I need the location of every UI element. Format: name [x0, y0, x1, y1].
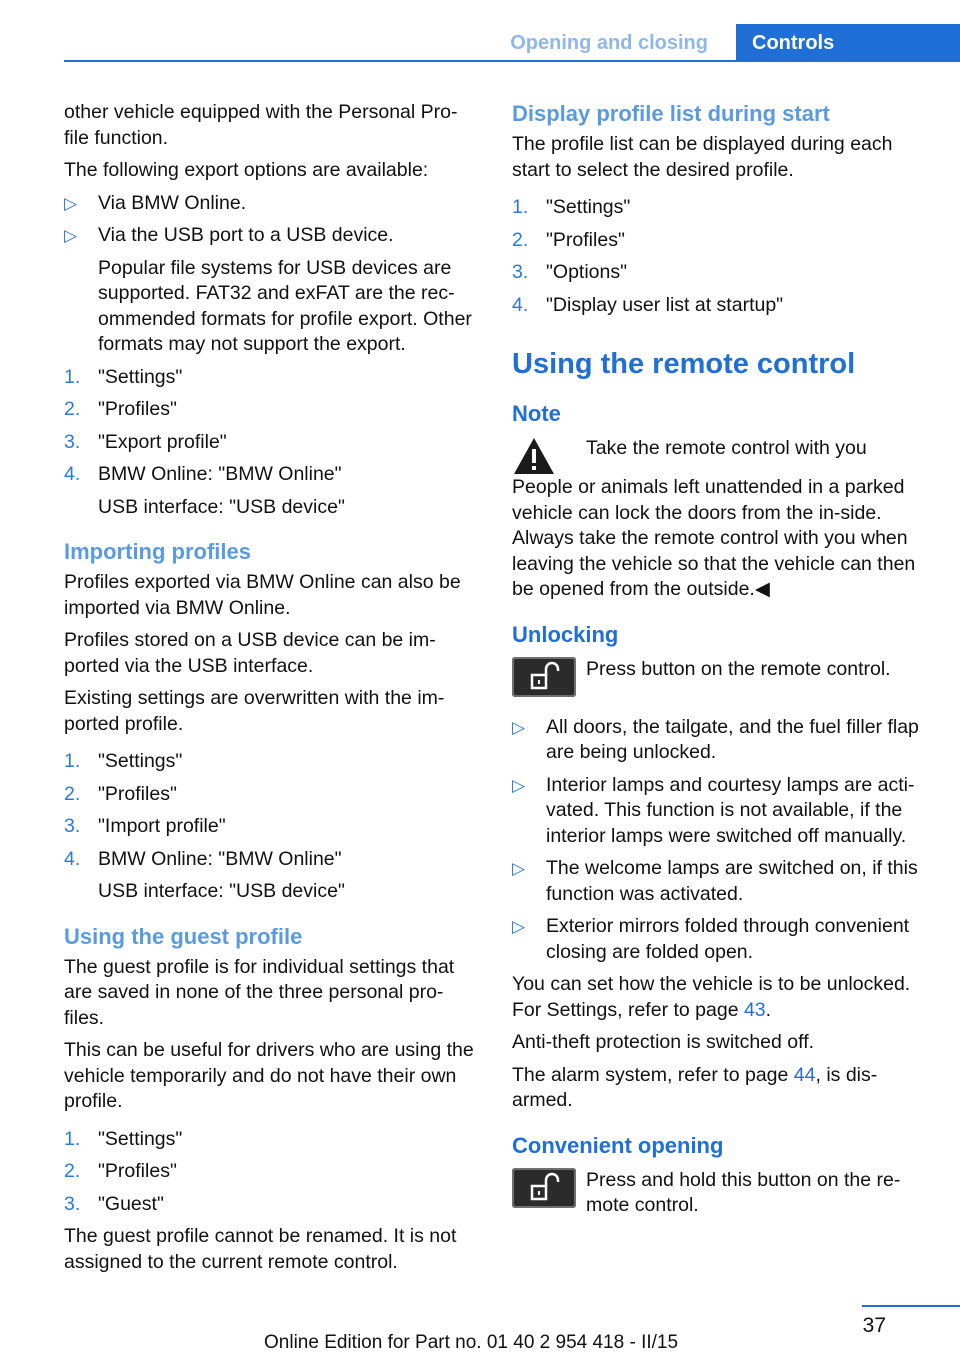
- alarm-text-end: , is dis-armed.: [512, 1063, 878, 1111]
- triangle-bullet-icon: ▷: [512, 775, 526, 795]
- list-item: [512, 715, 932, 766]
- unlock-key-icon: [512, 657, 576, 697]
- step-item: [64, 1127, 476, 1153]
- unlock-button-row: [512, 657, 932, 701]
- triangle-bullet-icon: ▷: [64, 226, 78, 245]
- step-number: 2.: [64, 782, 81, 805]
- list-item-text: All doors, the tailgate, and the fuel filler flap are being unlocked.: [546, 715, 919, 763]
- triangle-bullet-icon: ▷: [512, 917, 526, 936]
- step-number: 2.: [64, 398, 81, 420]
- export-options-intro: The following export options are available:: [64, 159, 429, 181]
- step-text: BMW Online: "BMW Online": [98, 847, 342, 870]
- step-item: [64, 814, 476, 840]
- step-number: 3.: [64, 815, 81, 837]
- step-number: 4.: [64, 463, 81, 485]
- step-text: "Import profile": [98, 815, 226, 837]
- list-item-text: The welcome lamps are switched on, if this function was activated.: [546, 857, 918, 905]
- header-section-tab: Opening and closing: [510, 32, 708, 54]
- step-text: "Profiles": [546, 228, 625, 251]
- guest-paragraph: This can be useful for drivers who are using the vehicle temporarily and do not have their own profile.: [64, 1039, 474, 1112]
- step-text: "Profiles": [98, 398, 177, 420]
- step-text: "Profiles": [98, 1160, 177, 1182]
- warning-triangle-icon: [512, 436, 556, 476]
- step-number: 2.: [64, 1160, 81, 1182]
- settings-paragraph: [512, 972, 932, 1023]
- step-item: [512, 195, 932, 221]
- intro-paragraph: other vehicle equipped with the Personal Pro-file function.: [64, 101, 458, 149]
- step-number: 3.: [64, 430, 81, 453]
- guest-paragraph: The guest profile cannot be renamed. It is not assigned to the current remote control.: [64, 1225, 457, 1273]
- page-link-44[interactable]: 44: [793, 1063, 816, 1086]
- list-item-text: Via BMW Online.: [98, 191, 247, 214]
- guest-profile-heading: Using the guest profile: [64, 923, 303, 949]
- step-text: "Settings": [546, 196, 631, 218]
- step-number: 4.: [64, 847, 81, 870]
- step-item: [64, 782, 476, 808]
- step-text: "Guest": [98, 1192, 164, 1215]
- step-item: [64, 847, 476, 873]
- step-number: 4.: [512, 293, 529, 316]
- step-item: [512, 260, 932, 286]
- step-number: 3.: [512, 261, 529, 283]
- import-paragraph: Profiles stored on a USB device can be im-ported via the USB interface.: [64, 629, 436, 677]
- step-number: 1.: [64, 365, 81, 388]
- left-column: [64, 100, 476, 1282]
- list-item: [512, 856, 932, 907]
- step-text: BMW Online: "BMW Online": [98, 463, 342, 485]
- step-item: [64, 749, 476, 775]
- right-column: [512, 100, 932, 1233]
- convenient-button-row: [512, 1168, 932, 1219]
- list-item: [64, 191, 476, 217]
- note-body: People or animals left unattended in a parked vehicle can lock the doors from the in-side. Always take the remote control with you when leaving the vehicle so that the vehicle can then be opened from the outside.◀: [512, 476, 916, 600]
- step-item: [64, 430, 476, 456]
- warning-note: [512, 436, 932, 480]
- list-item: [512, 773, 932, 850]
- settings-text-end: .: [765, 998, 772, 1021]
- step-item: [64, 397, 476, 423]
- unlock-instruction: Press button on the remote control.: [586, 657, 891, 680]
- step-number: 1.: [512, 196, 529, 218]
- display-paragraph: The profile list can be displayed during each start to select the desired profile.: [512, 133, 893, 181]
- note-title: Take the remote control with you: [586, 437, 867, 459]
- step-number: 3.: [64, 1192, 81, 1215]
- step-item: [64, 365, 476, 391]
- list-item-text: Interior lamps and courtesy lamps are acti-vated. This function is not available, if the interior lamps were switched off manually.: [546, 773, 915, 847]
- step-item: [64, 1192, 476, 1218]
- step-text: "Display user list at startup": [546, 293, 784, 316]
- header-rule: [64, 60, 960, 62]
- step-item: [512, 228, 932, 254]
- unlocking-heading: Unlocking: [512, 621, 619, 647]
- triangle-bullet-icon: ▷: [512, 717, 526, 737]
- page-number: 37: [862, 1314, 886, 1337]
- edition-footer: Online Edition for Part no. 01 40 2 954 418 - II/15: [264, 1332, 679, 1353]
- remote-control-heading: Using the remote control: [512, 348, 856, 380]
- step-item: [64, 462, 476, 488]
- header-chapter-tab: Controls: [736, 24, 960, 62]
- triangle-bullet-icon: ▷: [64, 193, 78, 213]
- import-paragraph: Profiles exported via BMW Online can also be imported via BMW Online.: [64, 571, 461, 619]
- list-item: [512, 914, 932, 965]
- step-number: 2.: [512, 228, 529, 251]
- importing-profiles-heading: Importing profiles: [64, 539, 251, 564]
- triangle-bullet-icon: ▷: [512, 859, 526, 878]
- display-profile-list-heading: Display profile list during start: [512, 101, 830, 126]
- import-paragraph: Existing settings are overwritten with the im-ported profile.: [64, 687, 445, 735]
- step-text: "Settings": [98, 750, 183, 772]
- step-text: "Options": [546, 261, 628, 283]
- step-text: "Profiles": [98, 782, 177, 805]
- list-item: [64, 223, 476, 249]
- guest-paragraph: The guest profile is for individual settings that are saved in none of the three personal pro-files.: [64, 955, 455, 1029]
- note-heading: Note: [512, 401, 561, 426]
- step-item: [64, 1159, 476, 1185]
- unlock-key-icon: [512, 1168, 576, 1208]
- step-text: "Export profile": [98, 430, 227, 453]
- step-number: 1.: [64, 1127, 81, 1150]
- antitheft-paragraph: Anti-theft protection is switched off.: [512, 1031, 815, 1053]
- alarm-text: The alarm system, refer to page: [512, 1063, 794, 1086]
- list-item-text: Exterior mirrors folded through convenient closing are folded open.: [546, 915, 910, 963]
- step-item: [512, 293, 932, 319]
- convenient-opening-heading: Convenient opening: [512, 1132, 724, 1158]
- footer-rule: [862, 1305, 960, 1307]
- list-item-text: Via the USB port to a USB device.: [98, 224, 394, 246]
- step-number: 1.: [64, 750, 81, 772]
- step-sub-text: USB interface: "USB device": [98, 495, 345, 518]
- page-link-43[interactable]: 43: [743, 998, 766, 1021]
- page-header: [0, 24, 960, 62]
- usb-note: Popular file systems for USB devices are supported. FAT32 and exFAT are the rec-ommended formats for profile export. Other formats may not support the export.: [98, 256, 472, 355]
- step-text: "Settings": [98, 365, 183, 388]
- convenient-instruction: Press and hold this button on the re-mote control.: [586, 1168, 901, 1216]
- settings-text: You can set how the vehicle is to be unlocked. For Settings, refer to page: [512, 973, 911, 1021]
- step-text: "Settings": [98, 1127, 183, 1150]
- step-sub-text: USB interface: "USB device": [98, 880, 345, 902]
- alarm-paragraph: [512, 1063, 932, 1114]
